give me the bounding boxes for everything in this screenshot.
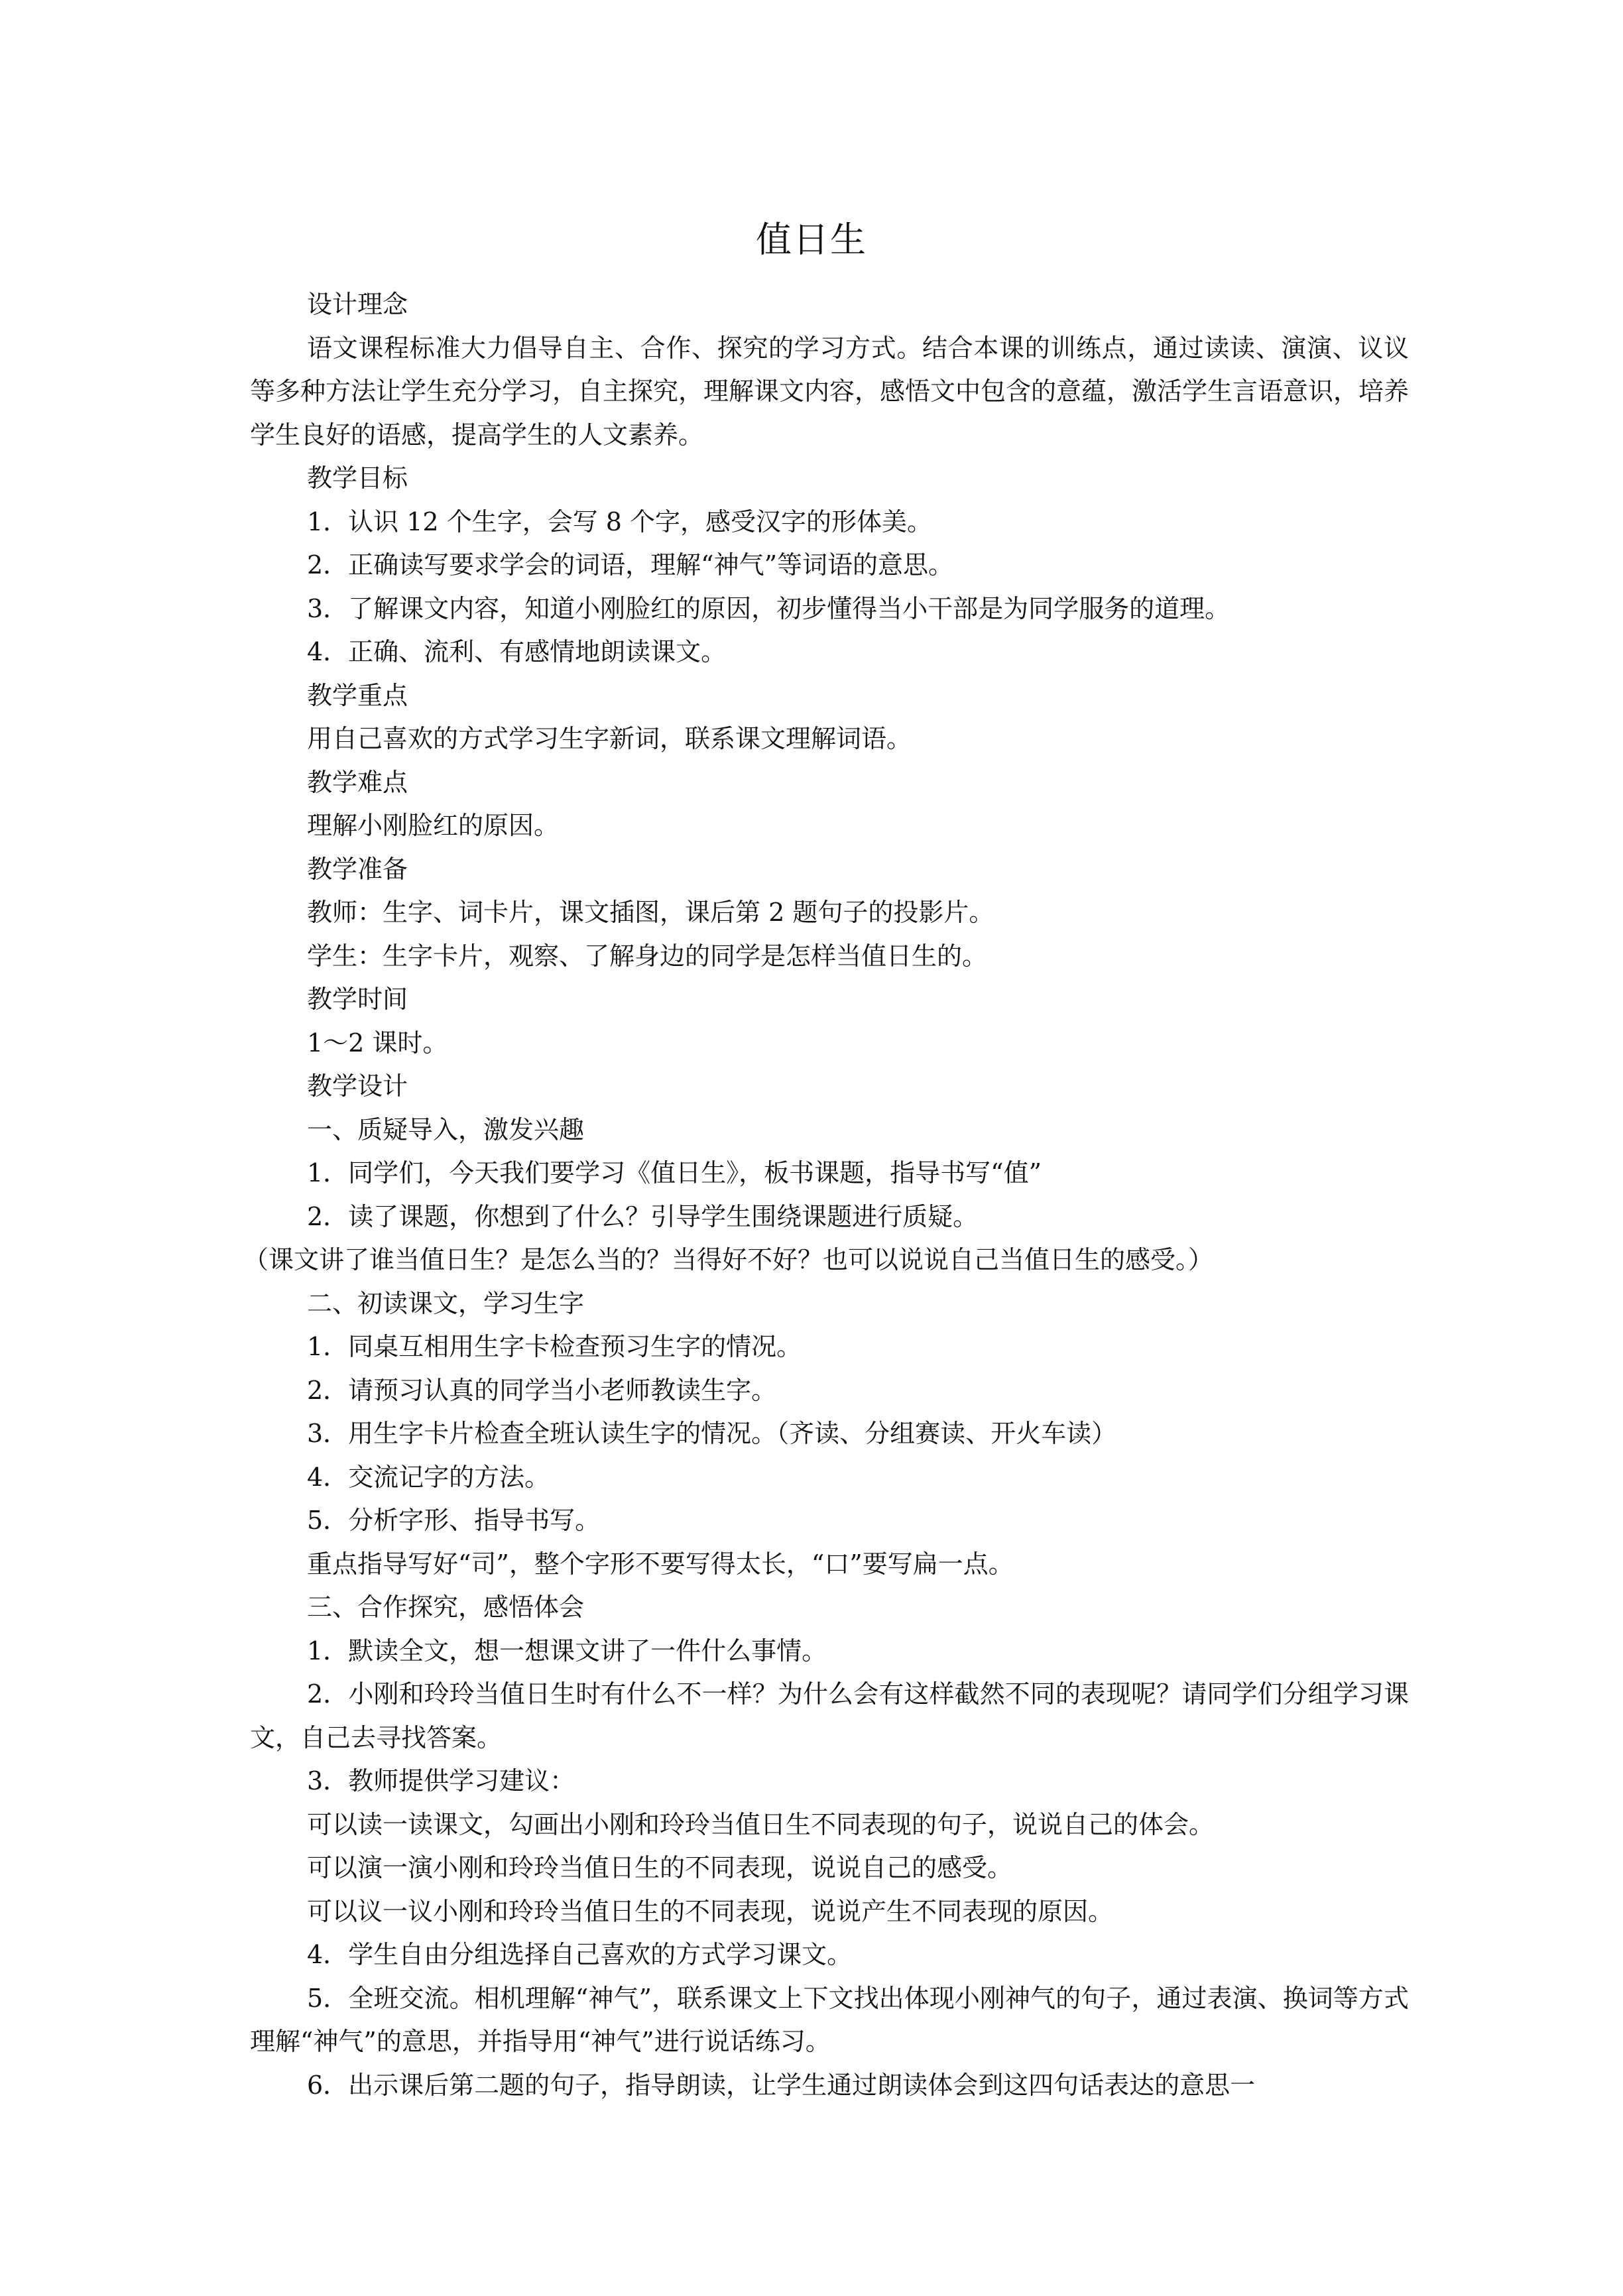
paragraph-difficulties: 理解小刚脸红的原因。 bbox=[307, 811, 560, 840]
list-item: 2．请预习认真的同学当小老师教读生字。 bbox=[307, 1375, 777, 1405]
list-item: 2．小刚和玲玲当值日生时有什么不一样？为什么会有这样截然不同的表现呢？请同学们分组学习课文，自己去寻找答案。 bbox=[250, 1679, 1409, 1752]
document-body bbox=[243, 283, 1410, 2107]
goal-item: 1．认识 12 个生字，会写 8 个字，感受汉字的形体美。 bbox=[307, 507, 933, 536]
paragraph-preparation-student: 学生：生字卡片，观察、了解身边的同学是怎样当值日生的。 bbox=[307, 941, 988, 971]
suggestion-item: 可以读一读课文，勾画出小刚和玲玲当值日生不同表现的句子，说说自己的体会。 bbox=[307, 1809, 1215, 1839]
section-heading-1: 一、质疑导入，激发兴趣 bbox=[307, 1115, 585, 1144]
goal-item: 2．正确读写要求学会的词语，理解“神气”等词语的意思。 bbox=[307, 550, 954, 579]
list-item: 1．同学们，今天我们要学习《值日生》，板书课题，指导书写“值” bbox=[307, 1158, 1042, 1187]
paragraph-teaching-time: 1～2 课时。 bbox=[307, 1028, 448, 1057]
list-item: 4．交流记字的方法。 bbox=[307, 1462, 550, 1492]
suggestion-item: 可以议一议小刚和玲玲当值日生的不同表现，说说产生不同表现的原因。 bbox=[307, 1896, 1114, 1926]
goal-item: 4．正确、流利、有感情地朗读课文。 bbox=[307, 637, 727, 666]
document-title: 值日生 bbox=[756, 219, 867, 261]
list-item: 6．出示课后第二题的句子，指导朗读，让学生通过朗读体会到这四句话表达的意思一 bbox=[307, 2070, 1256, 2100]
heading-teaching-time: 教学时间 bbox=[307, 985, 408, 1014]
list-item: 5．分析字形、指导书写。 bbox=[307, 1506, 601, 1535]
list-item: 1．同桌互相用生字卡检查预习生字的情况。 bbox=[307, 1332, 802, 1361]
section-heading-3: 三、合作探究，感悟体会 bbox=[307, 1593, 585, 1622]
goal-item: 3．了解课文内容，知道小刚脸红的原因，初步懂得当小干部是为同学服务的道理。 bbox=[307, 593, 1231, 623]
list-item: 2．读了课题，你想到了什么？引导学生围绕课题进行质疑。 bbox=[307, 1201, 979, 1231]
paragraph-writing-guide: 重点指导写好“司”，整个字形不要写得太长，“口”要写扁一点。 bbox=[307, 1549, 1014, 1579]
parenthetical-note: （课文讲了谁当值日生？是怎么当的？当得好不好？也可以说说自己当值日生的感受。） bbox=[243, 1245, 1214, 1274]
list-item: 1．默读全文，想一想课文讲了一件什么事情。 bbox=[307, 1636, 827, 1665]
heading-key-points: 教学重点 bbox=[307, 680, 408, 710]
list-item: 3．用生字卡片检查全班认读生字的情况。（齐读、分组赛读、开火车读） bbox=[307, 1419, 1117, 1448]
list-item: 4．学生自由分组选择自己喜欢的方式学习课文。 bbox=[307, 1940, 853, 1969]
heading-teaching-goals: 教学目标 bbox=[307, 463, 408, 493]
paragraph-key-points: 用自己喜欢的方式学习生字新词，联系课文理解词语。 bbox=[307, 724, 912, 753]
section-heading-2: 二、初读课文，学习生字 bbox=[307, 1288, 585, 1318]
suggestion-item: 可以演一演小刚和玲玲当值日生的不同表现，说说自己的感受。 bbox=[307, 1853, 1013, 1882]
heading-preparation: 教学准备 bbox=[307, 854, 408, 884]
heading-teaching-design: 教学设计 bbox=[307, 1071, 408, 1101]
list-item: 5．全班交流。相机理解“神气”，联系课文上下文找出体现小刚神气的句子，通过表演、换词等方式理解“神气”的意思，并指导用“神气”进行说话练习。 bbox=[250, 1983, 1409, 2056]
heading-design-concept: 设计理念 bbox=[307, 290, 408, 319]
heading-difficulties: 教学难点 bbox=[307, 767, 408, 797]
paragraph-preparation-teacher: 教师：生字、词卡片，课文插图，课后第 2 题句子的投影片。 bbox=[307, 898, 994, 927]
list-item: 3．教师提供学习建议： bbox=[307, 1766, 575, 1795]
paragraph-design-concept: 语文课程标准大力倡导自主、合作、探究的学习方式。结合本课的训练点，通过读读、演演、议议等多种方法让学生充分学习，自主探究，理解课文内容，感悟文中包含的意蕴，激活学生言语意识，培养学生良好的语感，提高学生的人文素养。 bbox=[250, 333, 1410, 450]
